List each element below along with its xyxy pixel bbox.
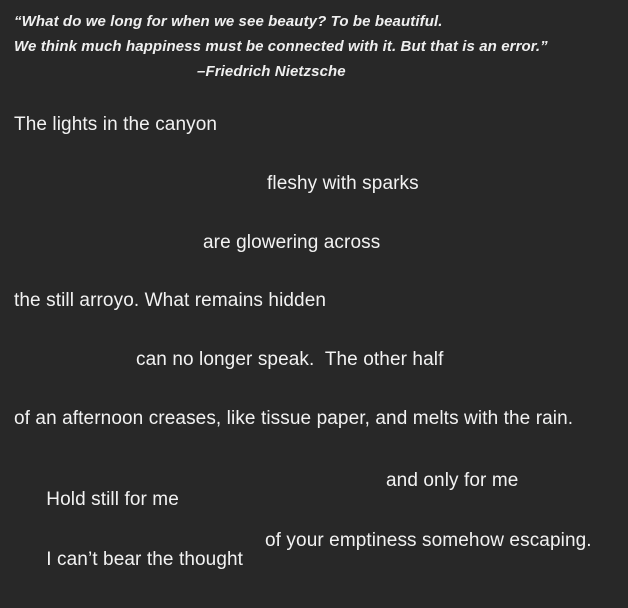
epigraph-line-2: We think much happiness must be connected with it. But that is an error.” [14, 38, 548, 55]
poem-line-8-left: I can’t bear the thought [46, 549, 244, 570]
poem-line-3: are glowering across [203, 232, 381, 253]
poem-line-5: can no longer speak. The other half [136, 349, 444, 370]
poem-line-8-right: of your emptiness somehow escaping. [265, 530, 592, 551]
poem-line-2: fleshy with sparks [267, 173, 419, 194]
poem-line-6: of an afternoon creases, like tissue paper, and melts with the rain. [14, 408, 574, 429]
poem-line-4: the still arroyo. What remains hidden [14, 290, 327, 311]
poem-line-7-left: Hold still for me [46, 489, 179, 510]
poem-line-7-right: and only for me [386, 470, 519, 491]
epigraph-line-1: “What do we long for when we see beauty? To be beautiful. [14, 13, 443, 30]
poem-line-1: The lights in the canyon [14, 114, 218, 135]
epigraph-attribution: –Friedrich Nietzsche [197, 63, 346, 80]
poem-line-8 [14, 531, 614, 607]
